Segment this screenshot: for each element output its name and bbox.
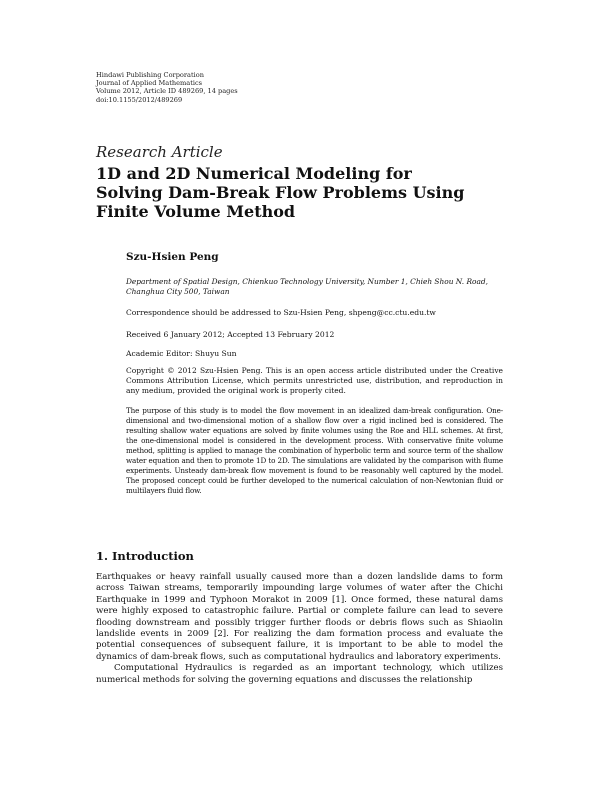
title-line: Finite Volume Method bbox=[96, 202, 296, 221]
title-line: 1D and 2D Numerical Modeling for bbox=[96, 164, 412, 183]
journal-header bbox=[96, 71, 238, 104]
journal-line: Journal of Applied Mathematics bbox=[96, 79, 203, 88]
publisher-line: Hindawi Publishing Corporation bbox=[96, 71, 204, 79]
body-paragraph: Computational Hydraulics is regarded as an important technology, which utilizes numerical methods for solving the governing equations and discusses the relationship bbox=[96, 663, 503, 685]
volume-line: Volume 2012, Article ID 489269, 14 pages bbox=[96, 87, 238, 96]
body-paragraph: Earthquakes or heavy rainfall usually caused more than a dozen landslide dams to form across Taiwan streams, temporarily impounding large volumes of water after the Chichi Earthquake in 1999 and Typhoon Morakot in 2009 [1]. Once formed, these natural dams were highly exposed to catastrophic failure. Partial or complete failure can lead to severe flooding downstream and possibly trigger further floods or debris flows such as Shiaolin landslide events in 2009 [2]. For realizing the dam formation process and evaluate the potential consequences of subsequent failure, it is important to be able to model the dynamics of dam-break flows, such as computational hydraulics and laboratory experiments. bbox=[96, 572, 503, 662]
abstract: The purpose of this study is to model the flow movement in an idealized dam-break configuration. One-dimensional and two-dimensional motion of a shallow flow over a rigid inclined bed is considered. The resulting shallow water equations are solved by finite volumes using the Roe and HLL schemes. At first, the one-dimensional model is considered in the development process. With conservative finite volume method, splitting is applied to manage the combination of hyperbolic term and source term of the shallow water equation and then to promote 1D to 2D. The simulations are validated by the comparison with flume experiments. Unsteady dam-break flow movement is found to be reasonably well captured by the model. The proposed concept could be further developed to the numerical calculation of non-Newtonian fluid or multilayers fluid flow. bbox=[126, 406, 503, 495]
academic-editor: Academic Editor: Shuyu Sun bbox=[126, 349, 237, 358]
introduction-body bbox=[96, 572, 503, 686]
affiliation-line: Changhua City 500, Taiwan bbox=[126, 287, 230, 296]
affiliation bbox=[126, 277, 516, 297]
author-name: Szu-Hsien Peng bbox=[126, 251, 219, 263]
article-type: Research Article bbox=[96, 143, 223, 161]
copyright-notice: Copyright © 2012 Szu-Hsien Peng. This is an open access article distributed under the Creative Commons Attribution License, which permits unrestricted use, distribution, and reproduction in any medium, provided the original work is properly cited. bbox=[126, 366, 503, 395]
affiliation-line: Department of Spatial Design, Chienkuo Technology University, Number 1, Chieh Shou N. Road, bbox=[126, 277, 488, 286]
correspondence-note: Correspondence should be addressed to Szu-Hsien Peng, shpeng@cc.ctu.edu.tw bbox=[126, 308, 436, 317]
received-dates: Received 6 January 2012; Accepted 13 February 2012 bbox=[126, 330, 335, 339]
doi-line: doi:10.1155/2012/489269 bbox=[96, 95, 183, 104]
title-line: Solving Dam-Break Flow Problems Using bbox=[96, 183, 465, 202]
section-heading: 1. Introduction bbox=[96, 549, 194, 563]
paper-title bbox=[96, 164, 516, 221]
